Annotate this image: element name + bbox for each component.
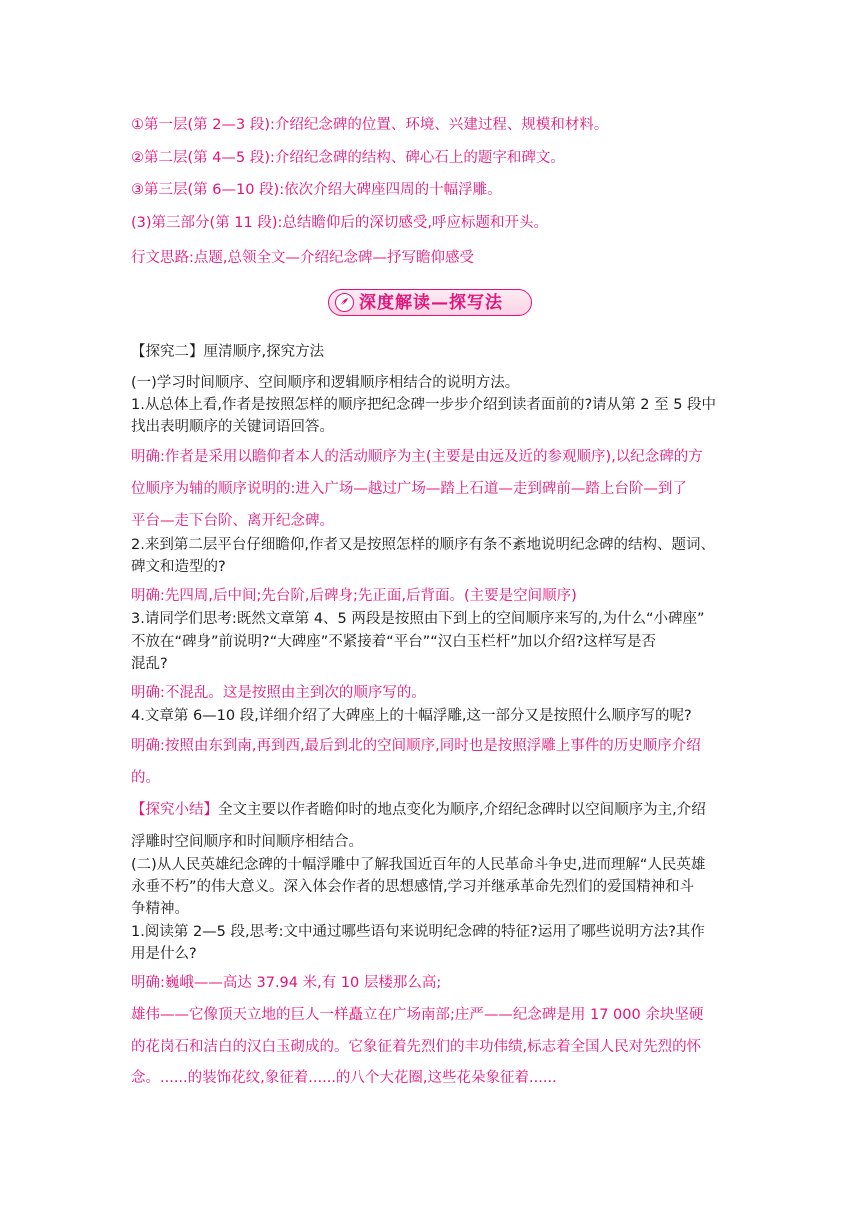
summary-tag: 【探究小结】 xyxy=(131,802,218,818)
answer-2: 明确:先四周,后中间;先台阶,后碑身;先正面,后背面。(主要是空间顺序) xyxy=(131,588,577,604)
answer-1-line-1: 明确:作者是采用以瞻仰者本人的活动顺序为主(主要是由远及近的参观顺序),以纪念碑的方 xyxy=(131,449,703,465)
question-2-line-2: 碑文和造型的? xyxy=(131,559,226,575)
structure-layer-2: ②第二层(第 4—5 段):介绍纪念碑的结构、碑心石上的题字和碑文。 xyxy=(131,150,565,166)
answer-5-line-1: 明确:巍峨——高达 37.94 米,有 10 层楼那么高; xyxy=(131,975,442,991)
answer-1-line-2: 位顺序为辅的顺序说明的:进入广场—越过广场—踏上石道—走到碑前—踏上台阶—到了 xyxy=(131,481,687,497)
section-banner xyxy=(328,289,532,316)
question-5-line-1: 1.阅读第 2—5 段,思考:文中通过哪些语句来说明纪念碑的特征?运用了哪些说明方法?其作 xyxy=(131,924,705,940)
question-4: 4.文章第 6—10 段,详细介绍了大碑座上的十幅浮雕,这一部分又是按照什么顺序写的呢? xyxy=(131,708,692,724)
question-1-line-2: 找出表明顺序的关键词语回答。 xyxy=(131,419,334,435)
structure-part-3: (3)第三部分(第 11 段):总结瞻仰后的深切感受,呼应标题和开头。 xyxy=(131,215,549,231)
answer-1-line-3: 平台—走下台阶、离开纪念碑。 xyxy=(131,513,334,529)
answer-4-line-1: 明确:按照由东到南,再到西,最后到北的空间顺序,同时也是按照浮雕上事件的历史顺序介绍 xyxy=(131,738,701,754)
feather-icon xyxy=(335,293,354,312)
subsection-2-line-1: (二)从人民英雄纪念碑的十幅浮雕中了解我国近百年的人民革命斗争史,进而理解“人民英雄 xyxy=(131,857,706,873)
structure-layer-3: ③第三层(第 6—10 段):依次介绍大碑座四周的十幅浮雕。 xyxy=(131,182,502,198)
answer-5-line-2: 雄伟——它像顶天立地的巨人一样矗立在广场南部;庄严——纪念碑是用 17 000 余块坚硬 xyxy=(131,1007,704,1023)
question-3-line-3: 混乱? xyxy=(131,656,168,672)
answer-5-line-3: 的花岗石和洁白的汉白玉砌成的。它象征着先烈们的丰功伟绩,标志着全国人民对先烈的怀 xyxy=(131,1039,702,1055)
question-3-line-2: 不放在“碑身”前说明?“大碑座”不紧接着“平台”“汉白玉栏杆”加以介绍?这样写是否 xyxy=(131,634,656,650)
question-1-line-1: 1.从总体上看,作者是按照怎样的顺序把纪念碑一步步介绍到读者面前的?请从第 2 至 5 段中 xyxy=(131,397,717,413)
subsection-2-line-3: 争精神。 xyxy=(131,901,189,917)
subsection-1-title: (一)学习时间顺序、空间顺序和逻辑顺序相结合的说明方法。 xyxy=(131,375,520,391)
answer-5-line-4: 念。......的装饰花纹,象征着......的八个大花圈,这些花朵象征着...... xyxy=(131,1070,557,1086)
question-3-line-1: 3.请同学们思考:既然文章第 4、5 两段是按照由下到上的空间顺序来写的,为什么“小碑座” xyxy=(131,611,705,627)
banner-title: 深度解读—探写法 xyxy=(359,293,503,313)
subsection-2-line-2: 永垂不朽”的伟大意义。深入体会作者的思想感情,学习并继承革命先烈们的爱国精神和斗 xyxy=(131,879,695,895)
summary-line-1 xyxy=(131,800,706,820)
answer-4-line-2: 的。 xyxy=(131,770,160,786)
answer-3: 明确:不混乱。这是按照由主到次的顺序写的。 xyxy=(131,685,426,701)
question-5-line-2: 用是什么? xyxy=(131,946,197,962)
summary-line-2: 浮雕时空间顺序和时间顺序相结合。 xyxy=(131,834,363,850)
explore-heading: 【探究二】厘清顺序,探究方法 xyxy=(131,344,325,360)
question-2-line-1: 2.来到第二层平台仔细瞻仰,作者又是按照怎样的顺序有条不紊地说明纪念碑的结构、题词、 xyxy=(131,537,715,553)
writing-thinking: 行文思路:点题,总领全文—介绍纪念碑—抒写瞻仰感受 xyxy=(131,250,474,266)
summary-text: 全文主要以作者瞻仰时的地点变化为顺序,介绍纪念碑时以空间顺序为主,介绍 xyxy=(218,802,706,818)
structure-layer-1: ①第一层(第 2—3 段):介绍纪念碑的位置、环境、兴建过程、规模和材料。 xyxy=(131,117,609,133)
